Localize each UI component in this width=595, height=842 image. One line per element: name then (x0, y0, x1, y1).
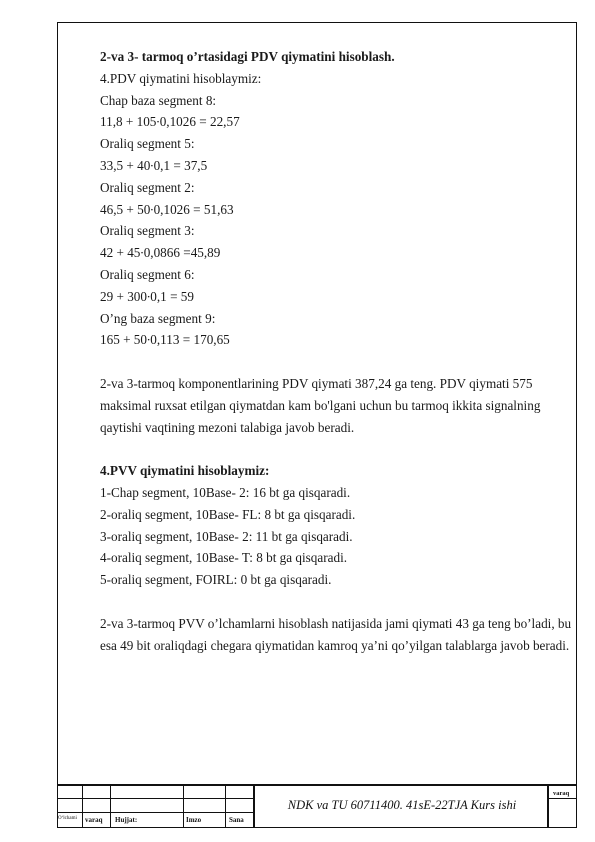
label-imzo: Imzo (186, 816, 202, 824)
formula-line: 46,5 + 50∙0,1026 = 51,63 (100, 201, 234, 217)
label-sana: Sana (229, 816, 244, 824)
title-block-col-line (547, 784, 549, 828)
formula-line: 33,5 + 40∙0,1 = 37,5 (100, 157, 208, 173)
pvv-line: 1-Chap segment, 10Base- 2: 16 bt ga qisqaradi. (100, 484, 351, 500)
title-block-col-line (183, 784, 184, 828)
title-block (57, 784, 577, 828)
pvv-line: 3-oraliq segment, 10Base- 2: 11 bt ga qisqaradi. (100, 528, 353, 544)
pvv-line: 5-oraliq segment, FOIRL: 0 bt ga qisqaradi. (100, 572, 332, 588)
text-line: Oraliq segment 5: (100, 136, 195, 152)
formula-line: 11,8 + 105∙0,1026 = 22,57 (100, 114, 240, 130)
title-block-col-line (225, 784, 226, 828)
document-code: NDK va TU 60711400. 41sE-22TJA Kurs ishi (287, 798, 517, 812)
pdv-conclusion: 2-va 3-tarmoq komponentlarining PDV qiymati 387,24 ga teng. PDV qiymati 575 maksimal ruxsat etilgan qiymatdan kam bo'lgani uchun bu tarmoq ikkita signalning qaytishi vaqtining mezoni talabiga javob beradi. (100, 375, 541, 435)
title-block-col-line (82, 784, 83, 828)
pvv-line: 2-oraliq segment, 10Base- FL: 8 bt ga qisqaradi. (100, 506, 356, 522)
pvv-conclusion: 2-va 3-tarmoq PVV o’lchamlarni hisoblash natijasida jami qiymati 43 ga teng bo’ladi, bu esa 49 bit oraliqdagi chegara qiymatidan kamroq ya’ni qo’yilgan talablarga javob beradi. (100, 615, 572, 653)
formula-line: 29 + 300∙0,1 = 59 (100, 288, 194, 304)
blank-line (100, 591, 575, 613)
title-block-row-line (547, 798, 577, 799)
text-line: Chap baza segment 8: (100, 92, 217, 108)
formula-line: 42 + 45∙0,0866 =45,89 (100, 245, 221, 261)
text-line: Oraliq segment 6: (100, 266, 195, 282)
section-heading: 2-va 3- tarmoq o’rtasidagi PDV qiymatini hisoblash. (100, 49, 395, 64)
label-olchami: O‘lchami (58, 816, 77, 821)
text-line: 4.PDV qiymatini hisoblaymiz: (100, 70, 262, 86)
text-line: O’ng baza segment 9: (100, 310, 216, 326)
title-block-top-border (57, 784, 577, 786)
text-line: Oraliq segment 2: (100, 179, 195, 195)
title-block-col-line (253, 784, 255, 828)
title-block-col-line (110, 784, 111, 828)
text-line: Oraliq segment 3: (100, 223, 195, 239)
formula-line: 165 + 50∙0,113 = 170,65 (100, 332, 230, 348)
pvv-line: 4-oraliq segment, 10Base- T: 8 bt ga qisqaradi. (100, 550, 348, 566)
document-body (100, 46, 575, 656)
pvv-heading: 4.PVV qiymatini hisoblaymiz: (100, 463, 270, 479)
blank-line (100, 438, 575, 460)
title-block-row-line (57, 812, 253, 813)
label-varaq: varaq (85, 816, 103, 824)
blank-line (100, 351, 575, 373)
label-hujjat: Hujjat: (115, 816, 138, 824)
sheet-label: varaq (553, 790, 570, 797)
title-block-row-line (57, 798, 253, 799)
